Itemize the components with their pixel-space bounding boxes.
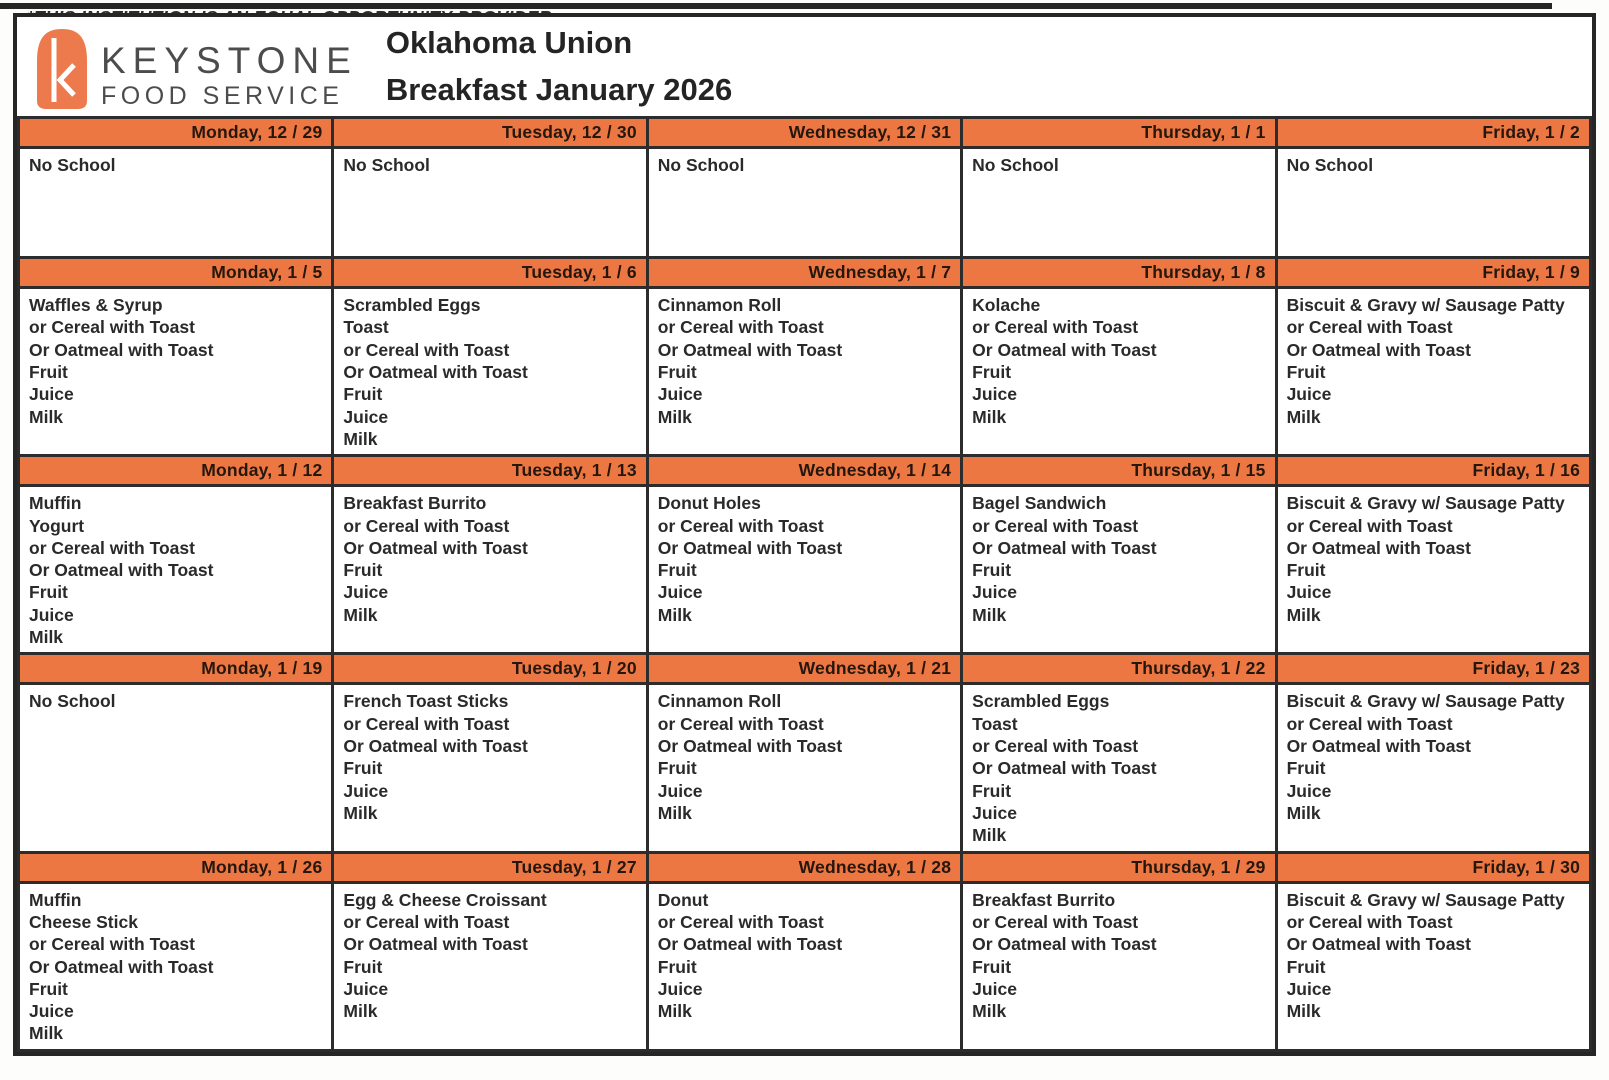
menu-item: Milk (1286, 406, 1321, 427)
menu-item: Fruit (1286, 560, 1326, 581)
menu-item: Milk (343, 1001, 378, 1022)
menu-sheet (13, 13, 1596, 1056)
menu-item: Or Oatmeal with Toast (657, 934, 843, 955)
menu-cell (647, 486, 961, 654)
menu-item: Muffin (29, 493, 82, 514)
menu-item: Juice (972, 384, 1017, 405)
date-cell: Friday, 1 / 16 (1276, 456, 1590, 486)
menu-item: Or Oatmeal with Toast (29, 339, 214, 360)
brand-tagline: FOOD SERVICE (101, 81, 344, 110)
menu-item: Juice (972, 978, 1017, 999)
masthead (17, 17, 1592, 116)
menu-item: Juice (29, 604, 74, 625)
menu-item: Biscuit & Gravy w/ Sausage Patty (1286, 889, 1565, 910)
menu-item: Fruit (29, 361, 68, 382)
menu-item: or Cereal with Toast (1286, 911, 1453, 932)
menu-table-body (19, 118, 1591, 1051)
school-name: Oklahoma Union (385, 25, 633, 60)
menu-item: or Cereal with Toast (343, 339, 510, 360)
date-cell: Thursday, 1 / 22 (962, 654, 1276, 684)
date-cell: Monday, 1 / 5 (19, 258, 333, 288)
menu-item: French Toast Sticks (343, 691, 509, 712)
menu-item: or Cereal with Toast (657, 911, 824, 932)
menu-item: Milk (657, 604, 692, 625)
breakfast-calendar-table (17, 116, 1592, 1052)
menu-item: Milk (1286, 1001, 1321, 1022)
menu-item: Fruit (29, 978, 68, 999)
menu-cell (647, 684, 961, 852)
week-4-menu-row (19, 684, 1591, 852)
keystone-logo (33, 23, 358, 111)
menu-item: Breakfast Burrito (343, 493, 487, 514)
menu-item: Egg & Cheese Croissant (343, 889, 547, 910)
date-cell: Tuesday, 1 / 20 (333, 654, 647, 684)
menu-item: Milk (657, 1001, 692, 1022)
date-cell: Thursday, 1 / 8 (962, 258, 1276, 288)
menu-item: Fruit (657, 758, 697, 779)
week-4-date-row (19, 654, 1591, 684)
menu-item: Fruit (1286, 758, 1326, 779)
date-cell: Thursday, 1 / 15 (962, 456, 1276, 486)
menu-item: Milk (1286, 604, 1321, 625)
date-cell: Wednesday, 1 / 21 (647, 654, 961, 684)
week-1-date-row (19, 118, 1591, 148)
menu-item: or Cereal with Toast (657, 317, 824, 338)
menu-item: Juice (343, 582, 389, 603)
menu-item: Juice (972, 582, 1017, 603)
menu-item: Milk (657, 406, 692, 427)
date-cell: Wednesday, 1 / 14 (647, 456, 961, 486)
menu-item: Juice (657, 780, 703, 801)
menu-item: Juice (657, 384, 703, 405)
week-3-date-row (19, 456, 1591, 486)
date-cell: Tuesday, 1 / 13 (333, 456, 647, 486)
menu-item: or Cereal with Toast (972, 736, 1139, 756)
menu-item: Juice (972, 802, 1017, 823)
menu-item: Fruit (1286, 361, 1326, 382)
menu-cell (647, 148, 961, 258)
menu-cell (647, 288, 961, 456)
menu-item: No School (29, 691, 116, 712)
menu-item: Or Oatmeal with Toast (657, 537, 843, 558)
menu-item: Or Oatmeal with Toast (1286, 736, 1471, 756)
menu-cell (333, 882, 647, 1050)
menu-cell (962, 882, 1276, 1050)
menu-cell (1276, 148, 1590, 258)
menu-item: or Cereal with Toast (343, 713, 510, 734)
date-cell: Wednesday, 1 / 28 (647, 852, 961, 882)
date-cell: Monday, 1 / 19 (19, 654, 333, 684)
menu-item: Fruit (972, 560, 1012, 581)
week-5-date-row (19, 852, 1591, 882)
menu-item: Milk (657, 802, 692, 823)
menu-item: Juice (1286, 780, 1332, 801)
menu-item: Or Oatmeal with Toast (29, 560, 214, 581)
menu-cell (333, 148, 647, 258)
menu-item: Fruit (657, 956, 697, 977)
menu-cell (647, 882, 961, 1050)
menu-item: or Cereal with Toast (343, 515, 510, 536)
menu-item: Milk (1286, 802, 1321, 823)
page-title-block (386, 25, 732, 108)
week-3-menu-row (19, 486, 1591, 654)
date-cell: Friday, 1 / 9 (1276, 258, 1590, 288)
menu-item: Or Oatmeal with Toast (1286, 934, 1471, 955)
menu-item: Milk (343, 802, 378, 823)
menu-item: Milk (343, 604, 378, 625)
menu-cell (19, 486, 333, 654)
menu-item: Scrambled Eggs (972, 691, 1110, 712)
menu-item: Breakfast Burrito (972, 889, 1116, 910)
date-cell: Tuesday, 12 / 30 (333, 118, 647, 148)
week-1-menu-row (19, 148, 1591, 258)
menu-item: or Cereal with Toast (1286, 317, 1453, 338)
menu-item: Fruit (972, 780, 1012, 801)
menu-item: Or Oatmeal with Toast (29, 956, 214, 977)
menu-item: No School (1286, 155, 1374, 175)
menu-item: Or Oatmeal with Toast (657, 339, 843, 360)
menu-item: Fruit (657, 560, 697, 581)
menu-item: Kolache (972, 295, 1041, 315)
menu-item: Or Oatmeal with Toast (972, 934, 1157, 955)
menu-item: Or Oatmeal with Toast (343, 736, 528, 756)
menu-item: Fruit (343, 956, 383, 977)
menu-cell (1276, 882, 1590, 1050)
menu-item: Milk (972, 825, 1007, 846)
date-cell: Tuesday, 1 / 6 (333, 258, 647, 288)
brand-text (101, 39, 358, 111)
menu-item: Juice (29, 384, 74, 405)
menu-item: Donut (657, 889, 709, 910)
menu-item: Milk (29, 627, 64, 648)
menu-item: Yogurt (29, 515, 85, 536)
date-cell: Monday, 1 / 26 (19, 852, 333, 882)
menu-cell (1276, 486, 1590, 654)
menu-item: Juice (1286, 978, 1332, 999)
date-cell: Monday, 12 / 29 (19, 118, 333, 148)
menu-item: Fruit (972, 956, 1012, 977)
date-cell: Friday, 1 / 23 (1276, 654, 1590, 684)
week-5-menu-row (19, 882, 1591, 1050)
menu-title: Breakfast January 2026 (385, 72, 733, 107)
menu-item: Milk (29, 406, 64, 427)
menu-cell (962, 486, 1276, 654)
menu-item: Muffin (29, 889, 82, 910)
menu-item: or Cereal with Toast (1286, 515, 1453, 536)
menu-item: or Cereal with Toast (972, 911, 1139, 932)
menu-item: Cheese Stick (29, 911, 138, 932)
menu-item: or Cereal with Toast (657, 515, 824, 536)
brand-name: KEYSTONE (101, 39, 358, 81)
menu-cell (1276, 288, 1590, 456)
menu-cell (19, 148, 333, 258)
menu-item: Milk (972, 406, 1007, 427)
menu-cell (19, 684, 333, 852)
menu-item: or Cereal with Toast (343, 911, 510, 932)
menu-cell (962, 684, 1276, 852)
menu-item: Or Oatmeal with Toast (1286, 537, 1471, 558)
menu-cell (333, 684, 647, 852)
menu-cell (333, 486, 647, 654)
menu-item: Milk (343, 428, 378, 449)
menu-item: Or Oatmeal with Toast (657, 736, 843, 756)
week-2-menu-row (19, 288, 1591, 456)
menu-item: Milk (972, 1001, 1007, 1022)
menu-item: Waffles & Syrup (29, 295, 163, 315)
menu-item: Juice (343, 780, 389, 801)
menu-item: Juice (657, 978, 703, 999)
scan-artifact-line (0, 3, 1552, 9)
menu-item: Bagel Sandwich (972, 493, 1107, 514)
menu-item: Juice (657, 582, 703, 603)
menu-item: Fruit (1286, 956, 1326, 977)
menu-item: Juice (343, 406, 389, 427)
menu-item: Fruit (29, 582, 68, 603)
menu-item: or Cereal with Toast (29, 537, 195, 558)
date-cell: Wednesday, 12 / 31 (647, 118, 961, 148)
menu-item: Biscuit & Gravy w/ Sausage Patty (1286, 691, 1565, 712)
menu-item: Toast (972, 713, 1018, 734)
menu-item: Cinnamon Roll (657, 295, 782, 315)
menu-item: Juice (1286, 384, 1332, 405)
menu-cell (962, 148, 1276, 258)
date-cell: Friday, 1 / 30 (1276, 852, 1590, 882)
menu-item: or Cereal with Toast (972, 317, 1139, 338)
menu-item: Fruit (343, 384, 383, 405)
menu-item: Juice (343, 978, 389, 999)
menu-item: Cinnamon Roll (657, 691, 782, 712)
menu-cell (19, 288, 333, 456)
menu-item: Fruit (972, 361, 1012, 382)
menu-item: Or Oatmeal with Toast (343, 537, 528, 558)
menu-item: or Cereal with Toast (29, 934, 195, 955)
menu-item: or Cereal with Toast (972, 515, 1139, 536)
menu-item: Milk (972, 604, 1007, 625)
menu-item: or Cereal with Toast (657, 713, 824, 734)
menu-item: Toast (343, 317, 389, 338)
date-cell: Tuesday, 1 / 27 (333, 852, 647, 882)
menu-item: Scrambled Eggs (343, 295, 481, 315)
menu-item: Biscuit & Gravy w/ Sausage Patty (1286, 493, 1565, 514)
menu-item: No School (343, 155, 430, 175)
menu-item: No School (972, 155, 1059, 175)
keystone-k-icon (33, 27, 91, 111)
menu-item: Fruit (657, 361, 697, 382)
menu-item: No School (29, 155, 116, 175)
menu-item: No School (657, 155, 745, 175)
menu-cell (1276, 684, 1590, 852)
date-cell: Friday, 1 / 2 (1276, 118, 1590, 148)
menu-item: Or Oatmeal with Toast (343, 361, 528, 382)
menu-item: Fruit (343, 560, 383, 581)
menu-item: Or Oatmeal with Toast (972, 758, 1157, 779)
menu-item: Or Oatmeal with Toast (343, 934, 528, 955)
menu-item: Or Oatmeal with Toast (1286, 339, 1471, 360)
menu-item: Juice (1286, 582, 1332, 603)
menu-item: or Cereal with Toast (29, 317, 195, 338)
menu-item: Milk (29, 1023, 64, 1044)
date-cell: Wednesday, 1 / 7 (647, 258, 961, 288)
menu-item: Juice (29, 1001, 74, 1022)
date-cell: Thursday, 1 / 29 (962, 852, 1276, 882)
date-cell: Thursday, 1 / 1 (962, 118, 1276, 148)
menu-item: Donut Holes (657, 493, 761, 514)
menu-cell (19, 882, 333, 1050)
menu-cell (962, 288, 1276, 456)
week-2-date-row (19, 258, 1591, 288)
menu-item: Biscuit & Gravy w/ Sausage Patty (1286, 295, 1565, 315)
menu-item: Or Oatmeal with Toast (972, 537, 1157, 558)
menu-item: or Cereal with Toast (1286, 713, 1453, 734)
date-cell: Monday, 1 / 12 (19, 456, 333, 486)
menu-cell (333, 288, 647, 456)
menu-item: Fruit (343, 758, 383, 779)
menu-item: Or Oatmeal with Toast (972, 339, 1157, 360)
